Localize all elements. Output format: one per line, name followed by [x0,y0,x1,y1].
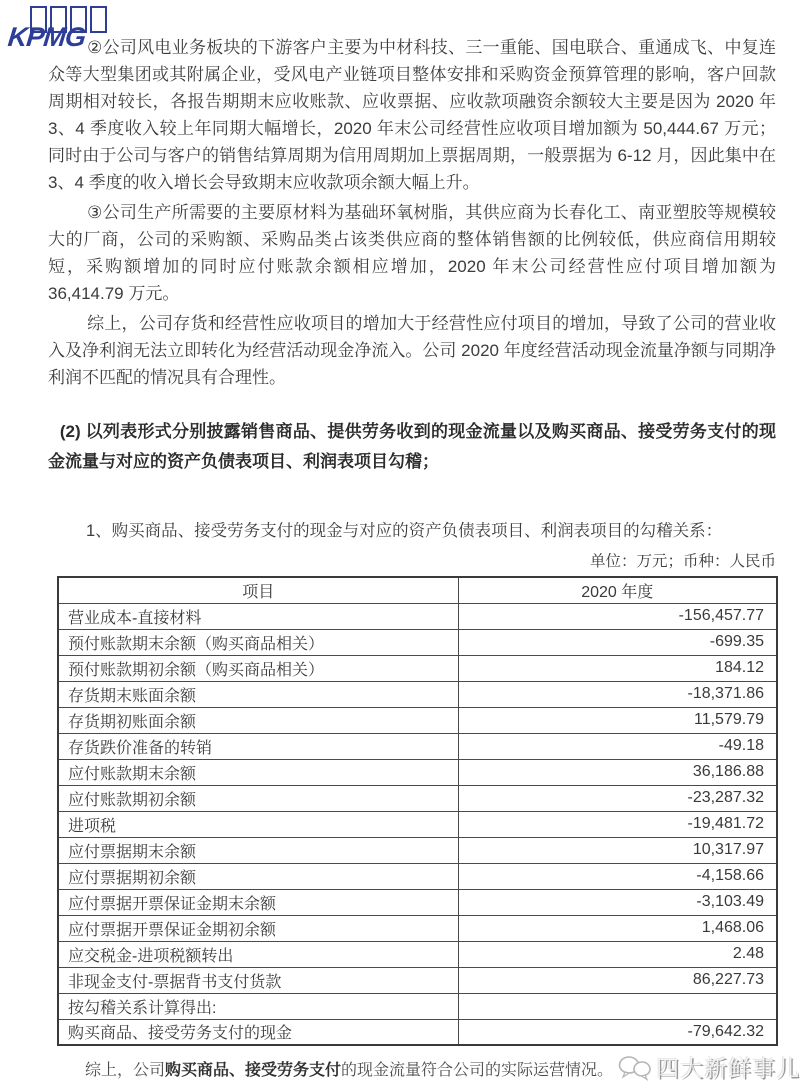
table-row [58,785,777,811]
table-row [58,629,777,655]
table-row [58,993,777,1019]
row-value: 11,579.79 [458,707,777,733]
row-label: 应付票据开票保证金期末余额 [58,889,458,915]
watermark-text: 四大新鲜事儿 [656,1055,800,1081]
watermark [618,1055,800,1081]
row-value [458,993,777,1019]
table-row [58,733,777,759]
footer-text-bold: 购买商品、接受劳务支付 [165,1062,342,1079]
row-label: 按勾稽关系计算得出: [58,993,458,1019]
row-value: -699.35 [458,629,777,655]
row-label: 应交税金-进项税额转出 [58,941,458,967]
footer-text-suffix: 的现金流量符合公司的实际运营情况。 [341,1062,614,1079]
row-label: 应付票据期末余额 [58,837,458,863]
row-value: -18,371.86 [458,681,777,707]
reconciliation-table [57,576,778,1046]
paragraph-conclusion-cashflow: 综上，公司存货和经营性应收项目的增加大于经营性应付项目的增加，导致了公司的营业收入及净利润无法立即转化为经营活动现金净流入。公司 2020 年度经营活动现金流量净额与同期净利润不匹配的情况具有合理性。 [48,314,776,387]
row-label: 应付账款期初余额 [58,785,458,811]
table-header-year: 2020 年度 [458,577,777,603]
row-value: 36,186.88 [458,759,777,785]
row-label: 营业成本-直接材料 [58,603,458,629]
footer-text-prefix: 综上，公司 [85,1062,166,1079]
table-row [58,681,777,707]
wechat-bubbles-icon [618,1055,652,1081]
row-value: -19,481.72 [458,811,777,837]
table-row [58,941,777,967]
unit-note: 单位：万元；币种：人民币 [589,553,776,570]
footer-conclusion [48,1055,800,1083]
row-value: 2.48 [458,941,777,967]
paragraph-wind-customers: ②公司风电业务板块的下游客户主要为中材科技、三一重能、国电联合、重通成飞、中复连众等大型集团或其附属企业，受风电产业链项目整体安排和采购资金预算管理的影响，客户回款周期相对较长，各报告期期末应收账款、应收票据、应收款项融资余额较大主要是因为 2020 年 3、4 季度收入较上年同期大幅增长，2020 年末公司经营性应收项目增加额为 50,444.67 万元；同时由于公司与客户的销售结算周期为信用周期加上票据周期，一般票据为 6-12 月，因此集中在 3、4 季度的收入增长会导致期末应收款项余额大幅上升。 [48,38,776,192]
table-header-item: 项目 [58,577,458,603]
row-value: 184.12 [458,655,777,681]
row-label: 非现金支付-票据背书支付货款 [58,967,458,993]
row-value: -3,103.49 [458,889,777,915]
table-row [58,759,777,785]
table-row [58,655,777,681]
table-row [58,837,777,863]
row-value: -49.18 [458,733,777,759]
row-label: 存货跌价准备的转销 [58,733,458,759]
row-value: 1,468.06 [458,915,777,941]
row-label: 购买商品、接受劳务支付的现金 [58,1019,458,1045]
table-row [58,967,777,993]
table-row [58,603,777,629]
row-label: 应付票据开票保证金期初余额 [58,915,458,941]
row-label: 存货期初账面余额 [58,707,458,733]
row-value: -156,457.77 [458,603,777,629]
table-row [58,707,777,733]
table-row [58,889,777,915]
row-label: 应付账款期末余额 [58,759,458,785]
paragraph-raw-materials: ③公司生产所需要的主要原材料为基础环氧树脂，其供应商为长春化工、南亚塑胶等规模较大的厂商，公司的采购额、采购品类占该类供应商的整体销售额的比例较低，供应商信用期较短，采购额增加的同时应付账款余额相应增加，2020 年末公司经营性应付项目增加额为 36,414.79 万元。 [48,203,776,303]
table-row [58,863,777,889]
row-value: 86,227.73 [458,967,777,993]
row-label: 预付账款期初余额（购买商品相关） [58,655,458,681]
row-label: 预付账款期末余额（购买商品相关） [58,629,458,655]
table-header-row [58,577,777,603]
row-label: 存货期末账面余额 [58,681,458,707]
row-value: -23,287.32 [458,785,777,811]
row-value: -79,642.32 [458,1019,777,1045]
table-row [58,811,777,837]
table-row [58,915,777,941]
row-value: -4,158.66 [458,863,777,889]
row-label: 应付票据期初余额 [58,863,458,889]
section-heading-2: (2) 以列表形式分别披露销售商品、提供劳务收到的现金流量以及购买商品、接受劳务支付的现金流量与对应的资产负债表项目、利润表项目勾稽； [48,422,776,471]
kpmg-logo-text: KPMG [6,22,87,52]
row-label: 进项税 [58,811,458,837]
row-value: 10,317.97 [458,837,777,863]
list-item-1: 1、购买商品、接受劳务支付的现金与对应的资产负债表项目、利润表项目的勾稽关系： [85,522,723,540]
table-row [58,1019,777,1045]
